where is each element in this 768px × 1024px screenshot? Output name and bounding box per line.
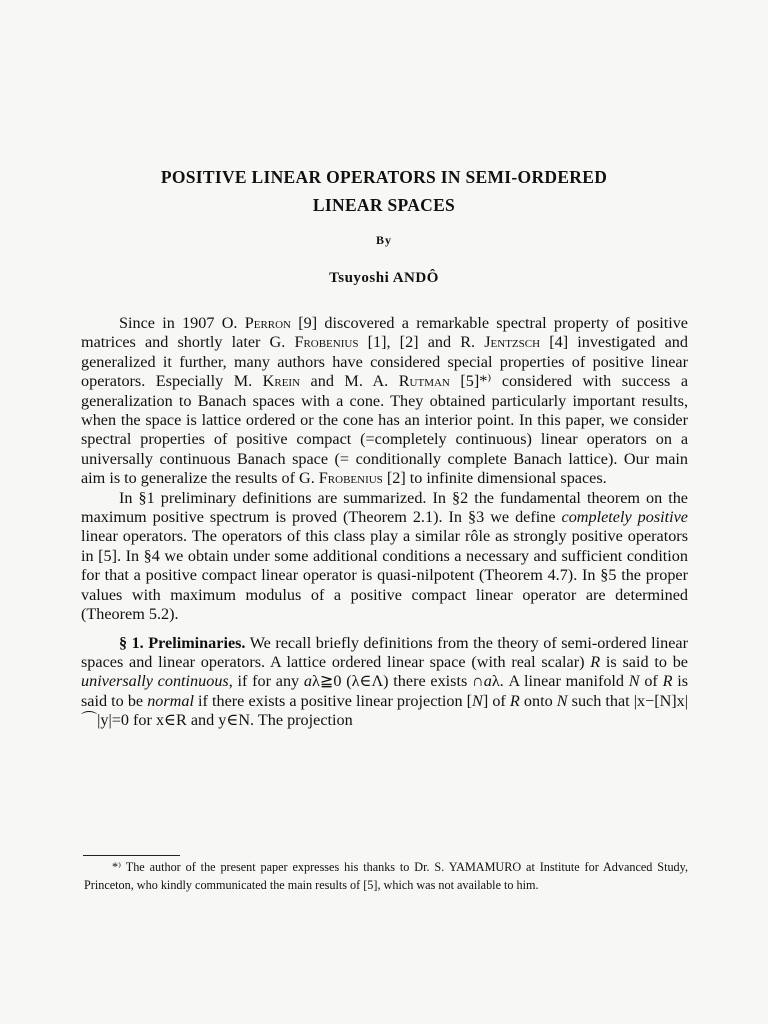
section-1-paragraph bbox=[81, 634, 688, 731]
text-run: and M. A. bbox=[300, 372, 399, 391]
text-run: We recall briefly definitions from the theory of semi-ordered linear spaces and linear operators. A lattice ordered linear space (with real scalar) bbox=[81, 633, 688, 671]
text-run: is said to be bbox=[600, 652, 688, 671]
section-1-heading: § 1. Preliminaries. bbox=[119, 633, 246, 652]
intro-paragraph-2 bbox=[81, 489, 688, 625]
author-citation-name: Perron bbox=[244, 314, 292, 332]
text-run: λ≧0 (λ∈Λ) there exists ∩ bbox=[311, 672, 484, 691]
text-run: such that |x−[N]x|⌒|y|=0 for x∈R and y∈N. The projection bbox=[81, 691, 689, 730]
footnote-divider bbox=[83, 855, 180, 856]
text-run: [1], [2] and R. bbox=[358, 333, 485, 352]
text-run: if there exists a positive linear projection [ bbox=[193, 691, 473, 710]
text-run: In §1 preliminary definitions are summarized. In §2 the fundamental theorem on the maximum positive spectrum is proved (Theorem 2.1). In §3 we define bbox=[81, 488, 688, 527]
footnote-text: The author of the present paper expresses his thanks to Dr. S. YAMAMURO at Institute for Advanced Study, Princeton, who kindly communicated the main results of [5], which was not available to him. bbox=[84, 860, 688, 892]
author-citation-name: Krein bbox=[262, 372, 301, 391]
footnote-paragraph bbox=[84, 858, 688, 894]
text-run: Since in 1907 O. bbox=[119, 314, 245, 332]
emphasized-text: N bbox=[628, 672, 640, 691]
text-run: is said to be bbox=[81, 672, 689, 710]
text-run: , if for any bbox=[228, 672, 304, 691]
author-citation-name: Frobenius bbox=[294, 333, 359, 352]
text-run: [2] to infinite dimensional spaces. bbox=[382, 469, 607, 488]
body-text bbox=[81, 314, 688, 731]
title-line-2: LINEAR SPACES bbox=[312, 195, 456, 215]
text-run: [5]*⁾ considered with success a generalization to Banach spaces with a cone. They obtained particularly important results, when the space is lattice ordered or the cone has an interior point. In this paper, we consider spectral properties of positive compact (=completely continuous) linear operators on a universally continuous Banach space (= conditionally complete Banach lattice). Our main aim is to generalize the results of G. bbox=[81, 372, 688, 488]
footnote-marker: *⁾ bbox=[112, 860, 122, 874]
author-citation-name: Frobenius bbox=[318, 469, 383, 488]
emphasized-text: normal bbox=[147, 691, 194, 710]
emphasized-text: R bbox=[590, 652, 601, 671]
intro-paragraph-1 bbox=[81, 314, 688, 489]
paper-title bbox=[100, 163, 668, 219]
text-run: onto bbox=[519, 691, 557, 710]
emphasized-text: a bbox=[303, 672, 312, 691]
text-run: [9] discovered a remarkable spectral property of positive matrices and shortly later G. bbox=[81, 314, 688, 352]
text-run: linear operators. The operators of this class play a similar rôle as strongly positive operators in [5]. In §4 we obtain under some additional conditions a necessary and sufficient condition for that a positive compact linear operator is quasi-nilpotent (Theorem 4.7). In §5 the proper values with maximum modulus of a positive compact linear operator are determined (Theorem 5.2). bbox=[81, 527, 688, 624]
emphasized-text: a bbox=[483, 672, 492, 691]
author-name: Tsuyoshi ANDÔ bbox=[329, 270, 439, 286]
author-citation-name: Jentzsch bbox=[484, 333, 541, 352]
text-run: ] of bbox=[482, 691, 510, 710]
emphasized-text: N bbox=[472, 691, 483, 710]
text-run: λ. A linear manifold bbox=[491, 672, 629, 691]
emphasized-text: R bbox=[662, 672, 673, 691]
footnote bbox=[84, 858, 688, 894]
emphasized-text: R bbox=[509, 691, 520, 710]
text-run: of bbox=[639, 672, 663, 691]
emphasized-text: completely positive bbox=[561, 508, 688, 527]
emphasized-text: universally continuous bbox=[81, 672, 229, 691]
author-citation-name: Rutman bbox=[398, 372, 450, 391]
byline-label: By bbox=[375, 233, 392, 247]
emphasized-text: N bbox=[556, 691, 568, 710]
title-line-1: POSITIVE LINEAR OPERATORS IN SEMI-ORDERED bbox=[160, 167, 608, 187]
text-run: [4] investigated and generalized it further, many authors have considered special properties of positive linear operators. Especially M. bbox=[81, 333, 688, 391]
